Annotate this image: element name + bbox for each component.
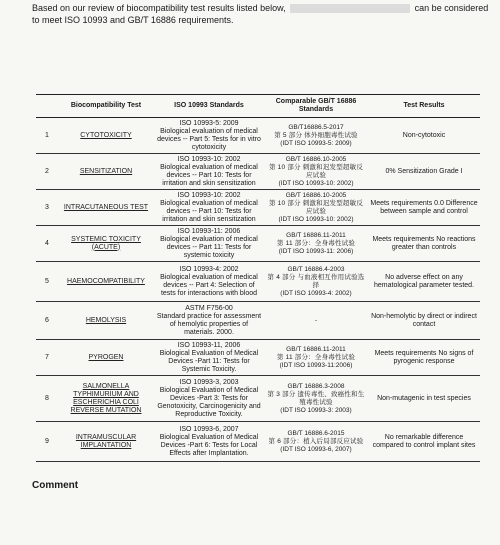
table-row [36, 262, 480, 302]
redacted-product-name [290, 4, 410, 13]
test-name-link: HAEMOCOMPATIBILITY [67, 277, 145, 285]
test-name-link: SENSITIZATION [79, 167, 133, 175]
gbt-standard-cell [264, 118, 368, 154]
row-number: 6 [36, 302, 58, 340]
test-name-link: INTRACUTANEOUS TEST [63, 203, 149, 211]
test-result-cell: Non-cytotoxic [368, 118, 480, 154]
test-result-cell: Non-mutagenic in test species [368, 376, 480, 422]
gbt-idt-reference: (IDT ISO 10993-4: 2002) [280, 289, 352, 297]
header-number [36, 95, 58, 118]
iso-standard-cell: ISO 10993-10: 2002 Biological evaluation of medical devices -- Part 10: Tests for irritation and skin sensitization [154, 190, 264, 226]
gbt-chinese-title: 第 11 部分：全身毒性试验 [276, 239, 356, 247]
test-result-cell: 0% Sensitization Grade I [368, 154, 480, 190]
gbt-code: GB/T16886.5-2017 [288, 123, 344, 131]
test-name-link: SYSTEMIC TOXICITY (ACUTE) [71, 235, 141, 251]
row-number: 5 [36, 262, 58, 302]
gbt-code: GB/T 16886.3-2008 [287, 382, 345, 390]
test-name-cell [58, 190, 154, 226]
row-number: 2 [36, 154, 58, 190]
table-row [36, 422, 480, 462]
gbt-standard-cell [264, 376, 368, 422]
header-test: Biocompatibility Test [58, 95, 154, 118]
row-number: 4 [36, 226, 58, 262]
test-name-cell [58, 340, 154, 376]
gbt-code: GB/T 16886.10-2005 [285, 191, 347, 199]
test-name-cell [58, 302, 154, 340]
test-name-cell [58, 262, 154, 302]
gbt-code: GB/T 16886.11-2011 [286, 345, 346, 353]
iso-standard-cell: ISO 10993-11: 2006 Biological evaluation of medical devices -- Part 11: Tests for systemic toxicity [154, 226, 264, 262]
test-name-link: INTRAMUSCULAR IMPLANTATION [75, 433, 137, 449]
gbt-code: GB/T 16886.11-2011 [286, 231, 346, 239]
test-name-link: CYTOTOXICITY [80, 131, 132, 139]
iso-standard-cell: ISO 10993-5: 2009 Biological evaluation of medical devices -- Part 5: Tests for in vitro cytotoxicity [154, 118, 264, 154]
test-name-cell [58, 118, 154, 154]
gbt-chinese-title: 第 10 部分 刺激和迟发型超敏反应试验 [268, 163, 364, 179]
gbt-idt-reference: (IDT ISO 10993-6, 2007) [280, 445, 352, 453]
header-gbt: Comparable GB/T 16886 Standards [264, 95, 368, 118]
intro-text-start: Based on our review of biocompatibility test results listed below, [32, 3, 286, 13]
gbt-idt-reference: (IDT ISO 10993-10: 2002) [278, 179, 354, 187]
gbt-standard-cell [264, 422, 368, 462]
gbt-standard-cell [264, 226, 368, 262]
test-result-cell: Meets requirements No signs of pyrogenic response [368, 340, 480, 376]
gbt-chinese-title: 第 11 部分：全身毒性试验 [276, 353, 356, 361]
gbt-code: GB/T 16886.10-2005 [285, 155, 347, 163]
intro-text-end: can be considered to meet ISO 10993 and GB/T 16886 requirements. [32, 3, 489, 25]
test-result-cell: No remarkable difference compared to control implant sites [368, 422, 480, 462]
gbt-standard-cell [264, 154, 368, 190]
table-row [36, 226, 480, 262]
biocompatibility-table [36, 94, 480, 462]
iso-standard-cell: ISO 10993-6, 2007 Biological Evaluation of Medical Devices -Part 6: Tests for Local Effects after Implantation. [154, 422, 264, 462]
test-result-cell: No adverse effect on any hematological parameter tested. [368, 262, 480, 302]
gbt-idt-reference: (IDT ISO 10993-11: 2006) [278, 247, 354, 255]
test-name-cell [58, 422, 154, 462]
gbt-idt-reference: (IDT ISO 10993-11:2006) [279, 361, 353, 369]
table-row [36, 118, 480, 154]
gbt-standard-cell [264, 190, 368, 226]
test-result-cell: Meets requirements No reactions greater than controls [368, 226, 480, 262]
iso-standard-cell: ASTM F756-00 Standard practice for assessment of hemolytic properties of materials. 2000. [154, 302, 264, 340]
row-number: 1 [36, 118, 58, 154]
comment-heading: Comment [32, 480, 79, 491]
row-number: 9 [36, 422, 58, 462]
gbt-code: GB/T 16886.4-2003 [287, 265, 345, 273]
table-row [36, 190, 480, 226]
test-name-cell [58, 376, 154, 422]
row-number: 8 [36, 376, 58, 422]
iso-standard-cell: ISO 10993-10: 2002 Biological evaluation of medical devices -- Part 10: Tests for irritation and skin sensitization [154, 154, 264, 190]
gbt-chinese-title: 第 10 部分 刺激和迟发型超敏反应试验 [268, 199, 364, 215]
test-result-cell: Non-hemolytic by direct or indirect contact [368, 302, 480, 340]
header-result: Test Results [368, 95, 480, 118]
table-header-row [36, 95, 480, 118]
table-row [36, 340, 480, 376]
row-number: 3 [36, 190, 58, 226]
test-result-cell: Meets requirements 0.0 Difference between sample and control [368, 190, 480, 226]
test-name-link: PYROGEN [88, 353, 124, 361]
gbt-idt-reference: (IDT ISO 10993-5: 2009) [280, 139, 352, 147]
gbt-chinese-title: 第 5 部分 体外细胞毒性试验 [274, 131, 358, 139]
test-name-link: SALMONELLA TYPHIMURIUM AND ESCHERICHIA COLI REVERSE MUTATION [70, 382, 142, 414]
gbt-chinese-title: 第 4 部分 与血液相互作用试验选择 [267, 273, 365, 289]
table-row [36, 302, 480, 340]
gbt-idt-reference: (IDT ISO 10993-10: 2002) [278, 215, 354, 223]
gbt-chinese-title: 第 6 部分：植入后局部反应试验 [268, 437, 364, 445]
test-name-cell [58, 226, 154, 262]
table-row [36, 376, 480, 422]
iso-standard-cell: ISO 10993-3, 2003 Biological Evaluation of Medical Devices -Part 3: Tests for Genotoxicity, Carcinogenicity and Reproductive Toxicity. [154, 376, 264, 422]
table-row [36, 154, 480, 190]
gbt-code: - [314, 316, 318, 324]
iso-standard-cell: ISO 10993-4: 2002 Biological evaluation of medical devices -- Part 4: Selection of tests for interactions with blood [154, 262, 264, 302]
header-iso: ISO 10993 Standards [154, 95, 264, 118]
test-name-cell [58, 154, 154, 190]
gbt-code: GB/T 16886.6-2015 [287, 429, 345, 437]
row-number: 7 [36, 340, 58, 376]
gbt-standard-cell [264, 262, 368, 302]
gbt-chinese-title: 第 3 部分 遗传毒性、致癌性和生殖毒性试验 [267, 390, 365, 406]
gbt-standard-cell [264, 340, 368, 376]
gbt-idt-reference: (IDT ISO 10993-3: 2003) [280, 406, 352, 414]
intro-paragraph [32, 2, 492, 26]
iso-standard-cell: ISO 10993-11, 2006 Biological Evaluation of Medical Devices -Part 11: Tests for Systemic Toxicity. [154, 340, 264, 376]
test-name-link: HEMOLYSIS [85, 316, 127, 324]
gbt-standard-cell [264, 302, 368, 340]
